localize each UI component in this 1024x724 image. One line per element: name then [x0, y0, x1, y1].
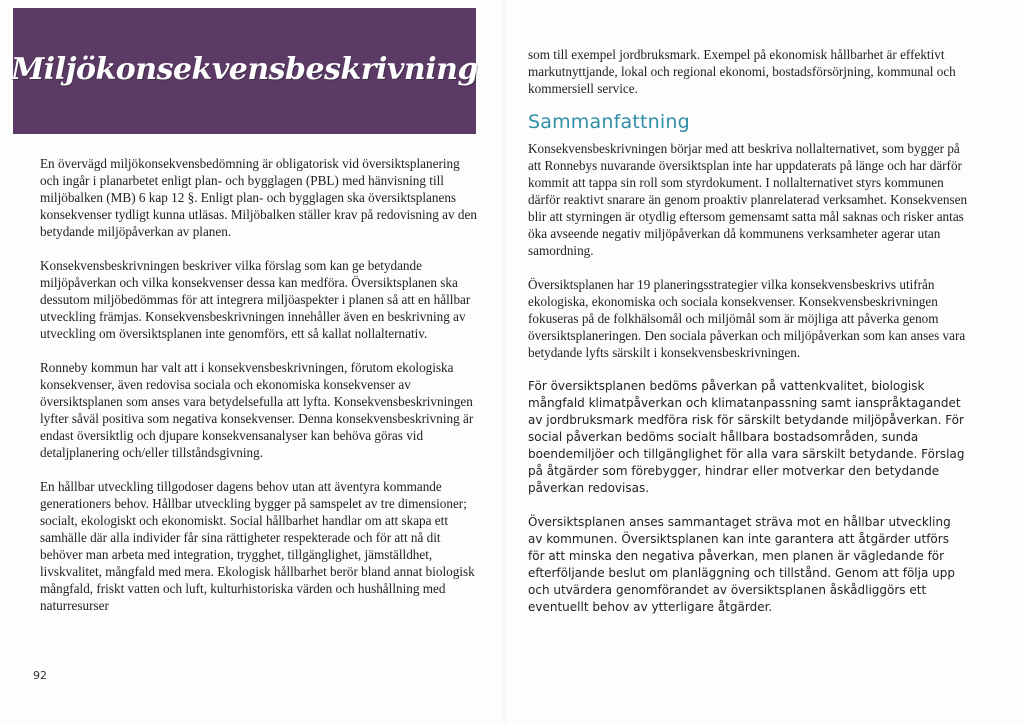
left-paragraph-3: Ronneby kommun har valt att i konsekvensbeskrivningen, förutom ekologiska konsekvenser, även redovisa sociala och ekonomiska konsekvenser av översiktsplanen som anses vara betydelsefulla att lyfta. Konsekvensbeskrivningen lyfter såväl positiva som negativa konsekvenser. Denna konsekvensbeskrivning är endast översiktlig och djupare konsekvensanalyser kan behöva göras vid detaljplanering och/eller tillståndsgivning. [40, 360, 474, 460]
left-column [40, 155, 480, 614]
left-paragraph-2: Konsekvensbeskrivningen beskriver vilka förslag som kan ge betydande miljöpåverkan och vilka konsekvenser dessa kan medföra. Översiktsplanen ska dessutom miljöbedömmas för att integrera miljöaspekter i planen så att en hållbar utveckling främjas. Konsekvensbeskrivningen innehåller även en beskrivning av utveckling om översiktsplanen inte genomförs, ett så kallat nollalternativ. [40, 258, 471, 341]
summary-paragraph-2: Översiktsplanen har 19 planeringsstrategier vilka konsekvensbeskrivs utifrån ekologiska, ekonomiska och sociala konsekvenser. Konsekvensbeskrivningen fokuseras på de folkhälsomål och miljömål som är möjliga att påverka genom översiktsplaneringen. Den sociala påverkan och miljöpåverkan som kan anses vara betydande lyfts särskilt i konsekvensbeskrivningen. [528, 277, 966, 360]
chapter-title: Miljökonsekvensbeskrivning [11, 51, 478, 87]
summary-paragraph-3: För översiktsplanen bedöms påverkan på vattenkvalitet, biologisk mångfald klimatpåverkan och klimatanpassning samt ianspråktagandet av jordbruksmark medföra risk för särskilt betydande miljöpåverkan. För social påverkan bedöms socialt hållbara bostadsområden, sunda boendemiljöer och tillgänglighet för alla vara särskilt betydande. Förslag på åtgärder som förebygger, hindrar eller motverkar den betydande påverkan redovisas. [528, 379, 965, 495]
summary-paragraph-4: Översiktsplanen anses sammantaget sträva mot en hållbar utveckling av kommunen. Översiktsplanen kan inte garantera att åtgärder utförs för att minska den negativa påverkan, men planen är vägledande för efterföljande beslut om planläggning och tillstånd. Genom att följa upp och utvärdera genomförandet av översiktsplanen åskådliggörs ett eventuellt behov av ytterligare åtgärder. [528, 515, 955, 614]
page-gutter [502, 0, 506, 724]
left-paragraph-1: En övervägd miljökonsekvensbedömning är obligatorisk vid översiktsplanering och ingår i planarbetet enligt plan- och bygglagen (PBL) med hänvisning till miljöbalken (MB) 6 kap 12 §. Enligt plan- och bygglagen ska översiktsplanens konsekvenser tydligt kunna utläsas. Miljöbalken ställer krav på redovisning av den betydande miljöpåverkan av planen. [40, 156, 477, 239]
section-heading-sammanfattning: Sammanfattning [528, 111, 690, 133]
right-intro-paragraph: som till exempel jordbruksmark. Exempel på ekonomisk hållbarhet är effektivt markutnyttjande, lokal och regional ekonomi, bostadsförsörjning, kommunal och kommersiell service. [528, 47, 956, 96]
summary-paragraph-1: Konsekvensbeskrivningen börjar med att beskriva nollalternativet, som bygger på att Ronnebys nuvarande översiktsplan inte har uppdaterats på länge och har därför kommit att tappa sin roll som styrdokument. I nollalternativet styrs kommunen därför reaktivt snarare än genom proaktiv planrelaterad verksamhet. Konsekvensen blir att styrningen är otydlig eftersom gemensamt satta mål saknas och risker antas öka avseende negativ miljöpåverkan då kommunens verksamheter agerar utan samordning. [528, 141, 968, 258]
left-paragraph-4: En hållbar utveckling tillgodoser dagens behov utan att äventyra kommande generationers behov. Hållbar utveckling bygger på samspelet av tre dimensioner; socialt, ekologiskt och ekonomiskt. Social hållbarhet handlar om att skapa ett samhälle där alla individer får sina rättigheter respekterade och för att nå dit behöver man arbeta med integration, trygghet, tillgänglighet, jämställdhet, livskvalitet, mångfald med mera. Ekologisk hållbarhet berör bland annat biologisk mångfald, friskt vatten och luft, kulturhistoriska värden och hushållning med naturresurser [40, 479, 475, 613]
right-column [528, 46, 968, 616]
page-number: 92 [33, 669, 47, 682]
title-banner [13, 8, 476, 134]
